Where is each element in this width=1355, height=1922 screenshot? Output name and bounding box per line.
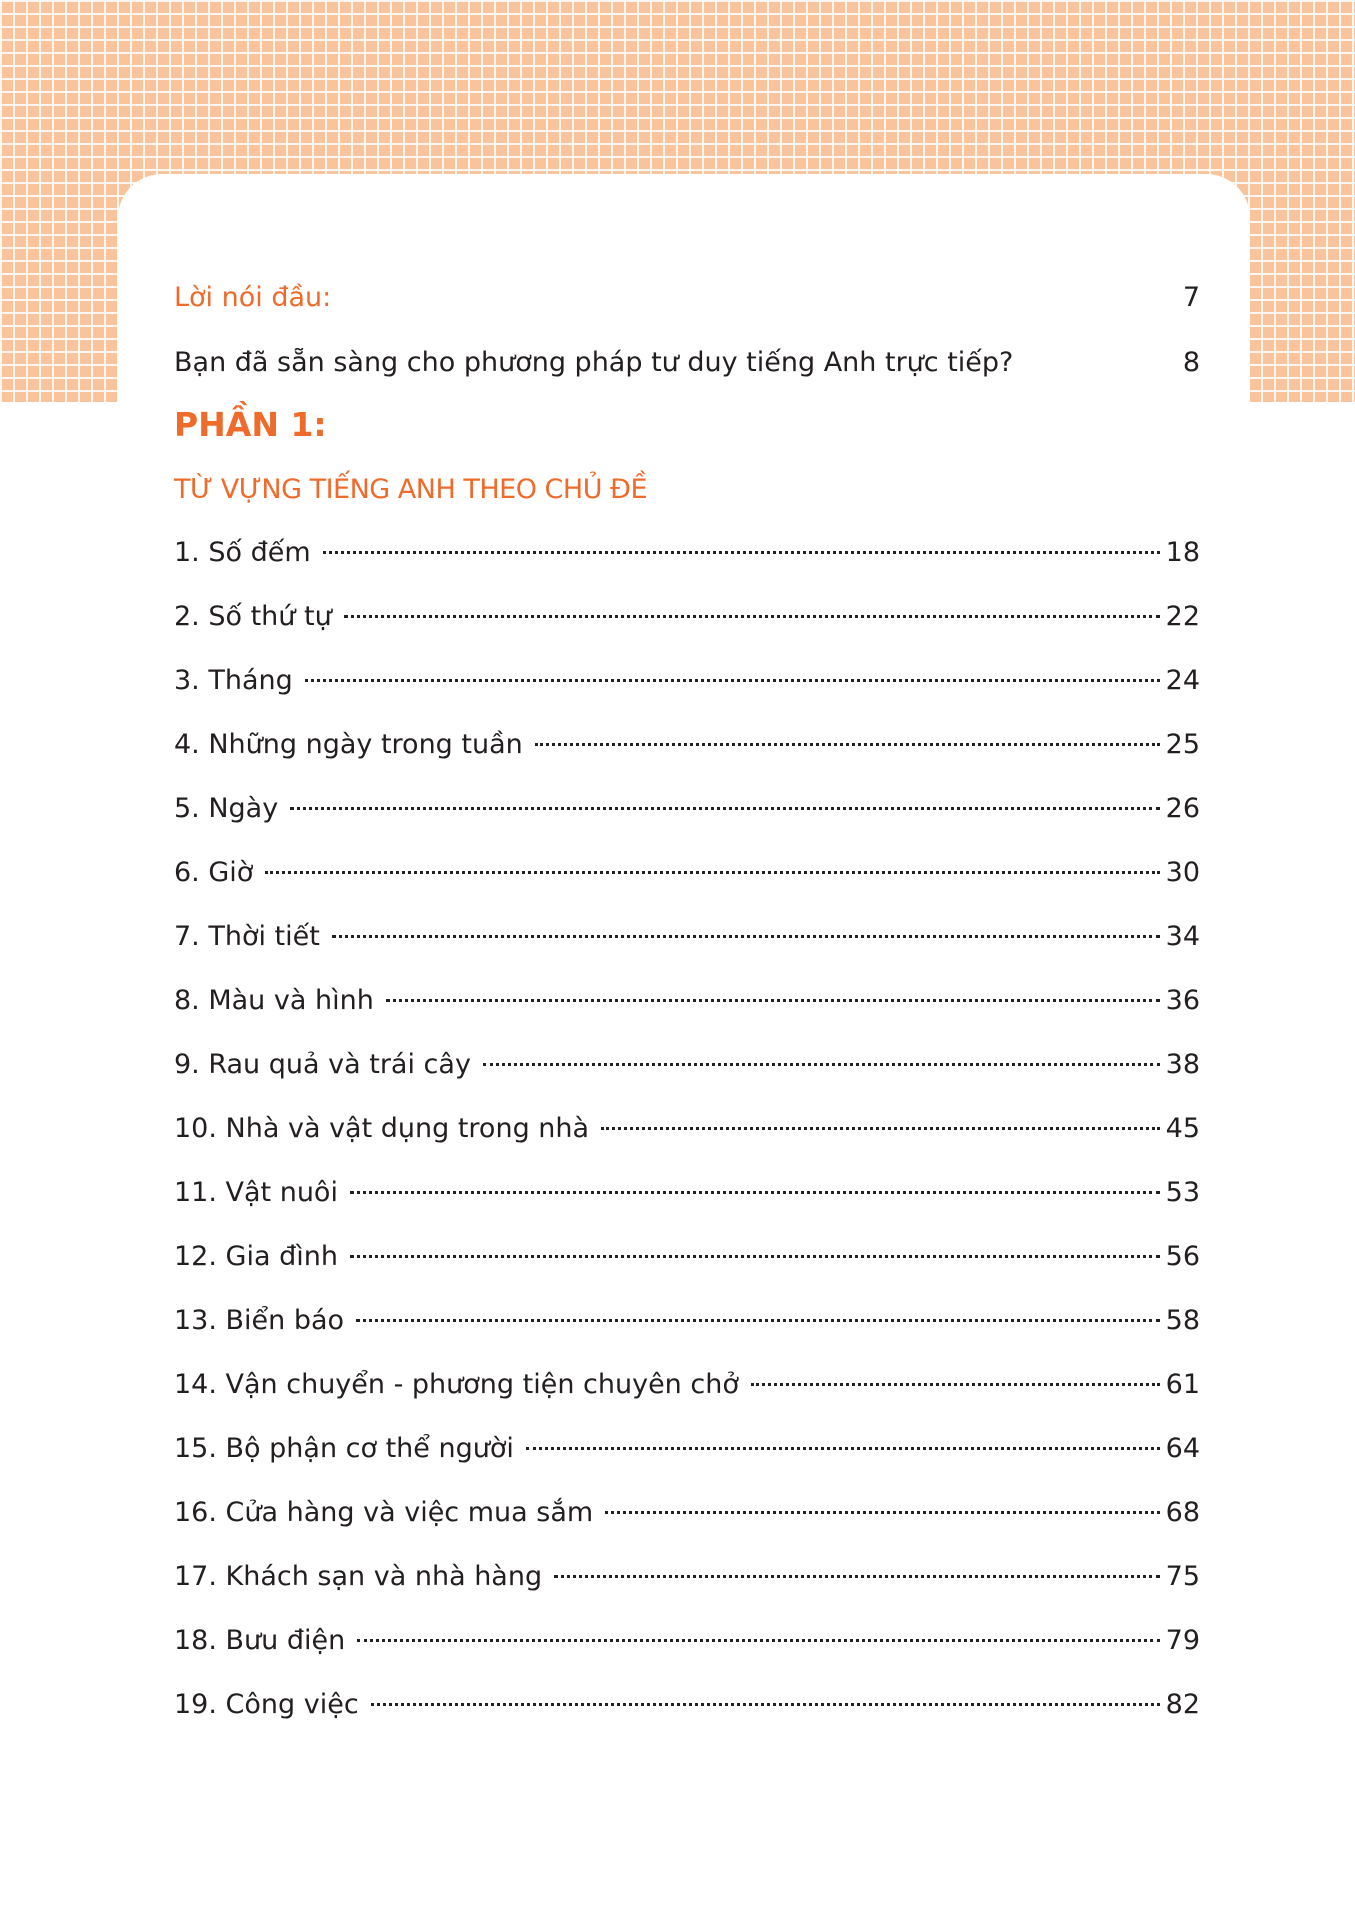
toc-page-number: 22: [1165, 601, 1200, 632]
toc-page-number: 64: [1165, 1433, 1200, 1464]
toc-entry-row[interactable]: [174, 1173, 1200, 1213]
toc-entry-label: 12. Gia đình: [174, 1241, 338, 1272]
toc-entry-row[interactable]: [174, 853, 1200, 893]
toc-page-number: 56: [1165, 1241, 1200, 1272]
toc-entry-label: 8. Màu và hình: [174, 985, 374, 1016]
toc-page-number: 61: [1165, 1369, 1200, 1400]
toc-entry-label: 6. Giờ: [174, 857, 254, 888]
dot-leader: [386, 999, 1160, 1002]
toc-entry-label: Bạn đã sẵn sàng cho phương pháp tư duy tiếng Anh trực tiếp?: [174, 347, 1014, 378]
toc-page-number: 34: [1165, 921, 1200, 952]
toc-entry-row[interactable]: [174, 1429, 1200, 1469]
toc-entry-row[interactable]: [174, 1109, 1200, 1149]
toc-entry-label: 16. Cửa hàng và việc mua sắm: [174, 1497, 594, 1528]
dot-leader: [605, 1511, 1159, 1514]
toc-entry-row[interactable]: [174, 661, 1200, 701]
toc-entry-label: 17. Khách sạn và nhà hàng: [174, 1561, 543, 1592]
dot-leader: [350, 1191, 1160, 1194]
toc-entry-label: 9. Rau quả và trái cây: [174, 1049, 471, 1080]
dot-leader: [751, 1383, 1160, 1386]
toc-entry-label: 5. Ngày: [174, 793, 279, 824]
toc-page-number: 25: [1165, 729, 1200, 760]
toc-page-number: 79: [1165, 1625, 1200, 1656]
dot-leader: [344, 615, 1160, 618]
toc-entry-label: 4. Những ngày trong tuần: [174, 729, 523, 760]
toc-entry-label: 18. Bưu điện: [174, 1625, 346, 1656]
toc-entry-row[interactable]: [174, 1621, 1200, 1661]
dot-leader: [535, 743, 1160, 746]
toc-entry-label: 10. Nhà và vật dụng trong nhà: [174, 1113, 590, 1144]
toc-entry-row[interactable]: [174, 1493, 1200, 1533]
toc-entry-label: 7. Thời tiết: [174, 921, 320, 952]
toc-page-number: 75: [1165, 1561, 1200, 1592]
dot-leader: [483, 1063, 1160, 1066]
dot-leader: [357, 1639, 1159, 1642]
toc-entry-row[interactable]: [174, 597, 1200, 637]
toc-entry-row[interactable]: [174, 1237, 1200, 1277]
toc-page-number: 36: [1165, 985, 1200, 1016]
toc-page-number: 58: [1165, 1305, 1200, 1336]
dot-leader: [290, 807, 1159, 810]
toc-page-number: 18: [1165, 537, 1200, 568]
toc-entry-label: 3. Tháng: [174, 665, 293, 696]
dot-leader: [265, 871, 1159, 874]
toc-entry-row[interactable]: [174, 1685, 1200, 1725]
toc-entry-label: Lời nói đầu:: [174, 282, 332, 313]
toc-entry-row[interactable]: [174, 1045, 1200, 1085]
toc-entry-label: 19. Công việc: [174, 1689, 359, 1720]
dot-leader: [356, 1319, 1160, 1322]
toc-entry-row[interactable]: [174, 1365, 1200, 1405]
toc-entry-label: 14. Vận chuyển - phương tiện chuyên chở: [174, 1369, 739, 1400]
toc-entry-label: 2. Số thứ tự: [174, 601, 332, 632]
toc-entry-row[interactable]: [174, 1301, 1200, 1341]
toc-entry-row[interactable]: [174, 1557, 1200, 1597]
toc-entry-label: 15. Bộ phận cơ thể người: [174, 1433, 514, 1464]
toc-intro-row[interactable]: [174, 278, 1200, 318]
dot-leader: [305, 679, 1160, 682]
dot-leader: [332, 935, 1160, 938]
toc-page-number: 82: [1165, 1689, 1200, 1720]
toc-entry-label: 1. Số đếm: [174, 537, 311, 568]
dot-leader: [371, 1703, 1160, 1706]
toc-entry-label: 11. Vật nuôi: [174, 1177, 338, 1208]
toc-entry-row[interactable]: [174, 725, 1200, 765]
toc-entry-row[interactable]: [174, 981, 1200, 1021]
toc-entry-row[interactable]: [174, 917, 1200, 957]
part-subheading: TỪ VỰNG TIẾNG ANH THEO CHỦ ĐỀ: [174, 474, 648, 505]
toc-page-number: 53: [1165, 1177, 1200, 1208]
part-heading: PHẦN 1:: [174, 405, 327, 444]
toc-page-number: 7: [1182, 282, 1200, 313]
toc-entry-row[interactable]: [174, 533, 1200, 573]
toc-page-number: 68: [1165, 1497, 1200, 1528]
toc-page-number: 26: [1165, 793, 1200, 824]
toc-page-number: 8: [1182, 347, 1200, 378]
dot-leader: [323, 551, 1160, 554]
dot-leader: [526, 1447, 1160, 1450]
dot-leader: [554, 1575, 1160, 1578]
toc-page-number: 24: [1165, 665, 1200, 696]
dot-leader: [350, 1255, 1160, 1258]
toc-page-number: 45: [1165, 1113, 1200, 1144]
toc-intro-row[interactable]: [174, 343, 1200, 383]
toc-page-number: 30: [1165, 857, 1200, 888]
toc-entry-row[interactable]: [174, 789, 1200, 829]
toc-page-number: 38: [1165, 1049, 1200, 1080]
dot-leader: [601, 1127, 1160, 1130]
toc-entry-label: 13. Biển báo: [174, 1305, 345, 1336]
